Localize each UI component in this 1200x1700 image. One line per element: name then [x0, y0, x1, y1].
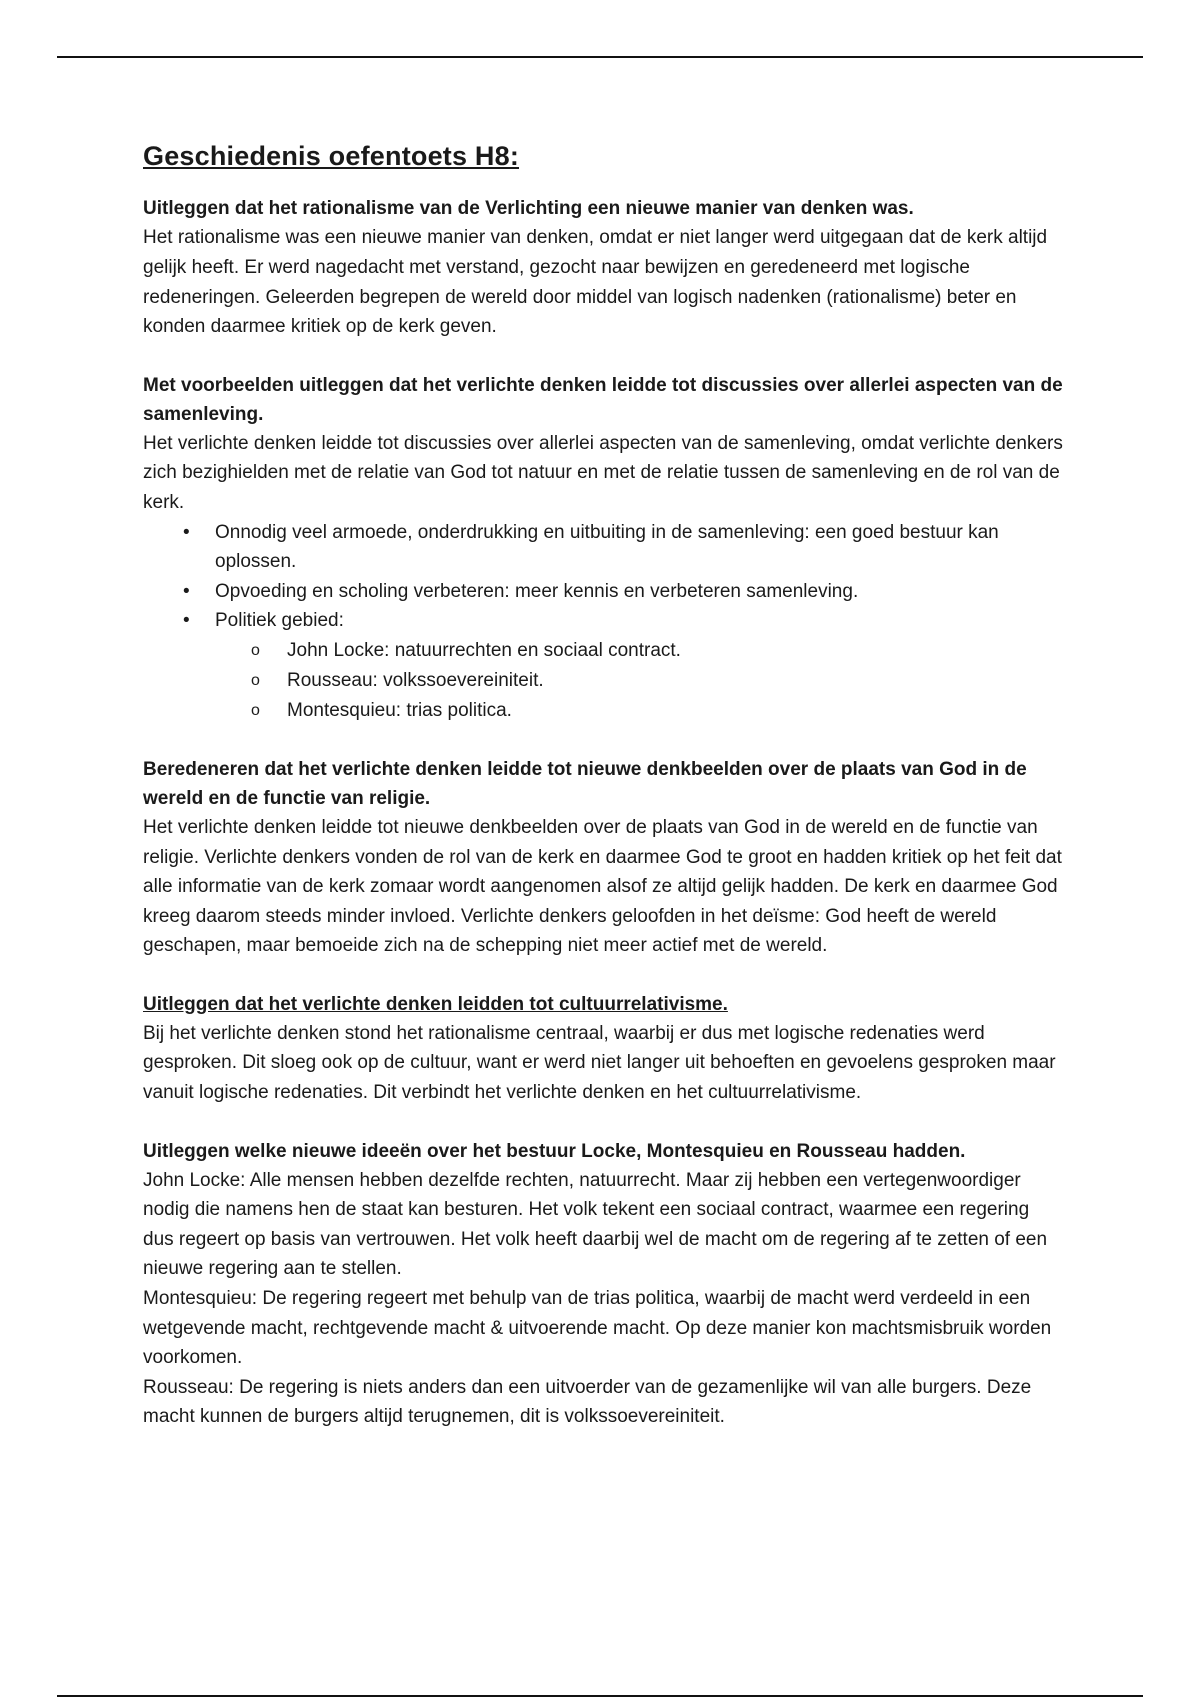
sub-list-item-text: Rousseau: volkssoevereiniteit.	[287, 669, 544, 691]
section-paragraph-rousseau: Rousseau: De regering is niets anders dan een uitvoerder van de gezamenlijke wil van alle burgers. Deze macht kunnen de burgers altijd terugnemen, dit is volkssoevereiniteit.	[143, 1376, 1032, 1428]
list-item-text: Onnodig veel armoede, onderdrukking en uitbuiting in de samenleving: een goed bestuur kan oplossen.	[215, 521, 999, 573]
list-item-text: Opvoeding en scholing verbeteren: meer kennis en verbeteren samenleving.	[215, 580, 859, 602]
list-item-text: Politiek gebied:	[215, 610, 344, 632]
bullet-icon: •	[183, 580, 190, 602]
list-item	[183, 606, 1063, 726]
section-paragraph: Bij het verlichte denken stond het rationalisme centraal, waarbij er dus met logische redenaties werd gesproken. Dit sloeg ook op de cultuur, want er werd niet langer uit behoeften en gevoelens gesproken maar vanuit logische redenaties. Dit verbindt het verlichte denken en het cultuurrelativisme.	[143, 1022, 1056, 1104]
list-item	[183, 577, 1063, 607]
section-paragraph-locke: John Locke: Alle mensen hebben dezelfde rechten, natuurrecht. Maar zij hebben een vertegenwoordiger nodig die namens hen de staat kan besturen. Het volk tekent een sociaal contract, waarmee een regering dus regeert op basis van vertrouwen. Het volk heeft daarbij wel de macht om de regering af te zetten of een nieuwe regering aan te stellen.	[143, 1169, 1048, 1280]
section-discussies	[143, 371, 1063, 726]
section-heading: Uitleggen welke nieuwe ideeën over het bestuur Locke, Montesquieu en Rousseau hadden.	[143, 1140, 966, 1162]
section-heading: Uitleggen dat het rationalisme van de Verlichting een nieuwe manier van denken was.	[143, 198, 914, 220]
page-title: Geschiedenis oefentoets H8:	[143, 141, 520, 171]
section-paragraph: Het verlichte denken leidde tot nieuwe denkbeelden over de plaats van God in de wereld en de functie van religie. Verlichte denkers vonden de rol van de kerk en daarmee God te groot en hadden kritiek op het feit dat alle informatie van de kerk zomaar wordt aangenomen alsof ze altijd gelijk hadden. De kerk en daarmee God kreeg daarom steeds minder invloed. Verlichte denkers geloofden in het deïsme: God heeft de wereld geschapen, maar bemoeide zich na de schepping niet meer actief met de wereld.	[143, 816, 1062, 957]
section-heading: Beredeneren dat het verlichte denken leidde tot nieuwe denkbeelden over de plaats van God in de wereld en de functie van religie.	[143, 758, 1027, 809]
sub-list-item-text: Montesquieu: trias politica.	[287, 699, 512, 721]
bullet-icon: •	[183, 521, 190, 543]
circle-bullet-icon: o	[251, 641, 260, 659]
list-item	[183, 518, 1063, 577]
sub-bullet-list	[215, 636, 1063, 726]
section-paragraph: Het rationalisme was een nieuwe manier van denken, omdat er niet langer werd uitgegaan dat de kerk altijd gelijk heeft. Er werd nagedacht met verstand, gezocht naar bewijzen en geredeneerd met logische redeneringen. Geleerden begrepen de wereld door middel van logisch nadenken (rationalisme) beter en konden daarmee kritiek op de kerk geven.	[143, 227, 1048, 338]
sub-list-item	[251, 666, 1063, 696]
sub-list-item-text: John Locke: natuurrechten en sociaal contract.	[287, 639, 681, 661]
section-paragraph: Het verlichte denken leidde tot discussies over allerlei aspecten van de samenleving, omdat verlichte denkers zich bezighielden met de relatie van God tot natuur en met de relatie tussen de samenleving en de rol van de kerk.	[143, 432, 1063, 513]
circle-bullet-icon: o	[251, 671, 260, 689]
section-rationalisme	[143, 194, 1063, 341]
bullet-icon: •	[183, 610, 190, 632]
top-rule	[57, 56, 1143, 58]
document-body	[143, 140, 1063, 1461]
section-bestuur	[143, 1137, 1063, 1432]
section-heading: Met voorbeelden uitleggen dat het verlichte denken leidde tot discussies over allerlei aspecten van de samenleving.	[143, 374, 1063, 425]
sub-list-item	[251, 636, 1063, 666]
bottom-rule	[57, 1695, 1143, 1697]
sub-list-item	[251, 696, 1063, 726]
circle-bullet-icon: o	[251, 701, 260, 719]
section-god-religie	[143, 755, 1063, 961]
section-cultuurrelativisme	[143, 990, 1063, 1108]
bullet-list	[143, 518, 1063, 726]
section-heading: Uitleggen dat het verlichte denken leidden tot cultuurrelativisme.	[143, 993, 728, 1015]
section-paragraph-montesquieu: Montesquieu: De regering regeert met behulp van de trias politica, waarbij de macht werd verdeeld in een wetgevende macht, rechtgevende macht & uitvoerende macht. Op deze manier kon machtsmisbruik worden voorkomen.	[143, 1288, 1052, 1369]
